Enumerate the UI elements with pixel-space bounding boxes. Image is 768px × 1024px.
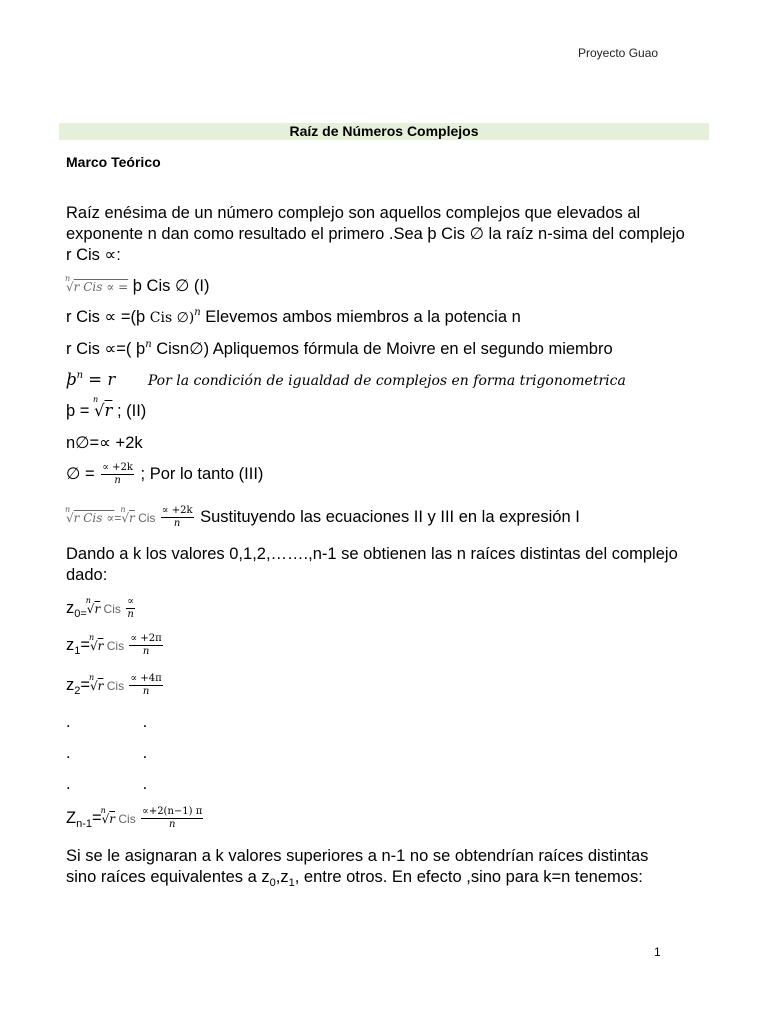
intro-line-1: Raíz enésima de un número complejo son aquellos complejos que elevados al (66, 204, 641, 222)
fraction: $\frac{\propto +4\pi}{n}$ (130, 673, 162, 697)
root-z0: $z_{0=}$ n √r Cis $\frac{\propto}{n}$ (66, 595, 134, 620)
page-number: 1 (654, 945, 661, 959)
equation-1 (66, 276, 210, 296)
equation-4: $þ^n = r$ Por la condición de igualdad de complejos en forma trigonometrica (66, 370, 626, 389)
intro-line-2: exponente n dan como resultado el primero .Sea þ Cis ∅ la raíz n-sima del complejo (66, 225, 685, 243)
equation-3: r Cis ∝=( $þ^n$ Cisn∅) Apliquemos fórmula de Moivre en el segundo miembro (66, 339, 613, 358)
equation-8: n √r Cis ∝= n √r Cis $\frac{\propto +2k}{n}$ Sustituyendo las ecuaciones II y III en la expresión I (65, 504, 580, 529)
paragraph-3: Si se le asignaran a k valores superiores a n-1 no se obtendrían raíces distintas sino raíces equivalentes a $z_0,z_1$, entre otros. En efecto ,sino para k=n tenemos: (66, 847, 649, 889)
fraction: $\frac{\propto+2(n-1) \pi}{n}$ (142, 806, 203, 830)
equation-7: ∅ = $\frac{\propto +2k}{n}$ ; Por lo tanto (III) (66, 462, 264, 486)
section-subtitle: Marco Teórico (66, 154, 161, 170)
fraction: $\frac{\propto +2\pi}{n}$ (130, 633, 162, 657)
ellipsis-row-2: . . (66, 744, 148, 762)
page-title: Raíz de Números Complejos (289, 123, 479, 139)
fraction: $\frac{\propto}{n}$ (127, 596, 134, 620)
paragraph-2: Dando a k los valores 0,1,2,…….,n-1 se obtienen las n raíces distintas del complejo dado: (66, 545, 678, 584)
intro-paragraph (66, 203, 685, 266)
radical-expression: n √r Cis ∝ (65, 504, 115, 525)
header-project: Proyecto Guao (578, 46, 659, 60)
fraction: $\frac{\propto +2k}{n}$ (161, 505, 193, 529)
ellipsis-row-3: . . (66, 775, 148, 793)
equation-1-rhs: þ Cis ∅ (I) (128, 277, 210, 295)
root-z2: $z_2=$ n √r Cis $\frac{\propto +4\pi}{n}$ (66, 672, 162, 697)
root-zn-1: $Z_{n-1}=$ n √r Cis $\frac{\propto+2(n-1) \pi}{n}$ (66, 805, 203, 830)
equation-5: þ = n √r ; (II) (66, 395, 147, 420)
radical-r: n √r (92, 395, 113, 420)
equation-4-note: Por la condición de igualdad de complejos en forma trigonometrica (147, 373, 626, 389)
equation-2: r Cis ∝ =(þ Cis ∅)$^n$ Elevemos ambos miembros a la potencia n (66, 307, 521, 326)
root-z1: $z_1=$ n √r Cis $\frac{\propto +2\pi}{n}$ (66, 632, 162, 657)
intro-line-3: r Cis ∝: (66, 246, 121, 264)
ellipsis-row-1: . . (66, 713, 148, 731)
fraction: $\frac{\propto +2k}{n}$ (102, 462, 133, 486)
equation-6: n∅=∝ +2k (66, 434, 143, 452)
radical-expression: n √r Cis ∝ = (65, 274, 129, 294)
